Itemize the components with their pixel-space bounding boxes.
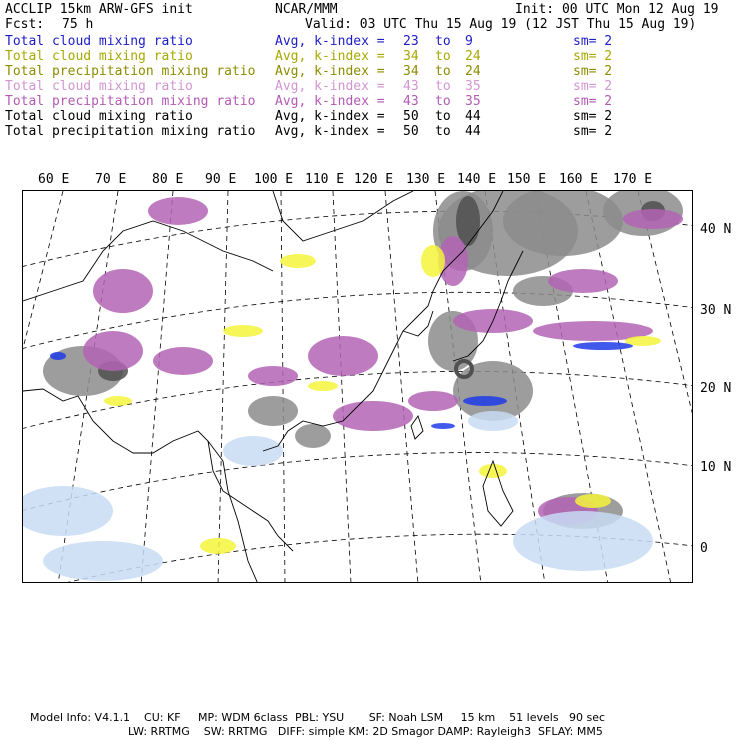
field-avg-label: Avg, k-index = [275,49,385,64]
shaded-region [308,336,378,376]
field-name: Total cloud mixing ratio [5,49,193,64]
valid-time: Valid: 03 UTC Thu 15 Aug 19 (12 JST Thu 15 Aug 19) [305,17,697,32]
meridian-line [218,191,228,583]
longitude-label: 150 E [507,172,547,187]
k-index-to-label: to [435,49,451,64]
shaded-region [431,423,455,429]
longitude-label: 60 E [38,172,70,187]
field-smoothing: sm= 2 [573,34,613,49]
shaded-region [479,464,507,478]
shaded-region [153,347,213,375]
meridian-line [141,191,173,583]
shaded-region [421,245,445,277]
shaded-region [295,424,331,448]
k-index-to: 35 [465,79,481,94]
longitude-label: 80 E [152,172,184,187]
k-index-from: 34 [403,49,419,64]
field-row [5,79,730,94]
field-name: Total cloud mixing ratio [5,34,193,49]
shaded-region [23,486,113,536]
latitude-label: 0 [700,541,708,556]
shaded-region [83,331,143,371]
organization-label: NCAR/MMM [275,2,338,17]
shaded-region [248,396,298,426]
field-avg-label: Avg, k-index = [275,64,385,79]
field-smoothing: sm= 2 [573,124,613,139]
field-name: Total precipitation mixing ratio [5,64,256,79]
k-index-to: 9 [465,34,473,49]
longitude-label: 160 E [559,172,599,187]
latitude-label: 20 N [700,381,732,396]
field-smoothing: sm= 2 [573,64,613,79]
k-index-to-label: to [435,109,451,124]
field-avg-label: Avg, k-index = [275,109,385,124]
field-row [5,49,730,64]
model-info-line2: LW: RRTMG SW: RRTMG DIFF: simple KM: 2D Smagor DAMP: Rayleigh3 SFLAY: MM5 [128,725,603,738]
shaded-region [623,209,683,229]
longitude-label: 100 E [254,172,294,187]
shaded-region [548,269,618,293]
field-name: Total cloud mixing ratio [5,109,193,124]
k-index-to-label: to [435,94,451,109]
shaded-region [573,342,633,350]
coastline [403,311,433,336]
shaded-region [456,196,480,246]
shaded-region [148,197,208,225]
meridian-line [281,191,285,583]
meridian-line [385,191,418,583]
shaded-region [333,401,413,431]
k-index-to: 24 [465,49,481,64]
mixing-ratio-shading [23,191,683,581]
field-row [5,34,730,49]
field-avg-label: Avg, k-index = [275,94,385,109]
k-index-from: 34 [403,64,419,79]
field-row [5,124,730,139]
longitude-label: 140 E [457,172,497,187]
shaded-region [104,396,132,406]
meridian-line [638,191,693,583]
shaded-region [248,366,298,386]
k-index-to-label: to [435,79,451,94]
model-title: ACCLIP 15km ARW-GFS init [5,2,193,17]
field-smoothing: sm= 2 [573,49,613,64]
longitude-label: 110 E [305,172,345,187]
k-index-from: 43 [403,79,419,94]
model-info-line1: Model Info: V4.1.1 CU: KF MP: WDM 6class PBL: YSU SF: Noah LSM 15 km 51 levels 90 sec [30,711,606,724]
k-index-to-label: to [435,64,451,79]
shaded-region [280,254,316,268]
field-avg-label: Avg, k-index = [275,79,385,94]
coastline [273,191,413,241]
shaded-region [200,538,236,554]
k-index-from: 50 [403,124,419,139]
k-index-to: 44 [465,109,481,124]
forecast-hour: 75 h [62,17,94,32]
longitude-label: 130 E [406,172,446,187]
map-panel [22,190,693,583]
shaded-region [50,352,66,360]
shaded-region [223,325,263,337]
shaded-region [223,436,283,466]
shaded-region [93,269,153,313]
longitude-label: 170 E [613,172,653,187]
forecast-label: Fcst: [5,17,45,32]
k-index-from: 50 [403,109,419,124]
k-index-to: 35 [465,94,481,109]
longitude-label: 70 E [95,172,127,187]
k-index-to: 24 [465,64,481,79]
k-index-from: 43 [403,94,419,109]
field-smoothing: sm= 2 [573,94,613,109]
shaded-region [463,396,507,406]
field-avg-label: Avg, k-index = [275,34,385,49]
shaded-region [308,381,338,391]
latitude-label: 40 N [700,222,732,237]
k-index-to-label: to [435,124,451,139]
shaded-region [513,511,653,571]
shaded-region [43,541,163,581]
shaded-region [408,391,458,411]
coastline [411,416,423,439]
field-name: Total precipitation mixing ratio [5,124,256,139]
init-time: Init: 00 UTC Mon 12 Aug 19 [515,2,719,17]
shaded-region [468,411,518,431]
latitude-label: 10 N [700,460,732,475]
map-canvas [23,191,693,583]
field-row [5,109,730,124]
field-avg-label: Avg, k-index = [275,124,385,139]
latitude-label: 30 N [700,303,732,318]
field-name: Total precipitation mixing ratio [5,94,256,109]
longitude-label: 120 E [354,172,394,187]
field-smoothing: sm= 2 [573,79,613,94]
field-row [5,94,730,109]
field-smoothing: sm= 2 [573,109,613,124]
field-row [5,64,730,79]
k-index-to-label: to [435,34,451,49]
k-index-to: 44 [465,124,481,139]
shaded-region [575,494,611,508]
k-index-from: 23 [403,34,419,49]
field-name: Total cloud mixing ratio [5,79,193,94]
longitude-label: 90 E [205,172,237,187]
